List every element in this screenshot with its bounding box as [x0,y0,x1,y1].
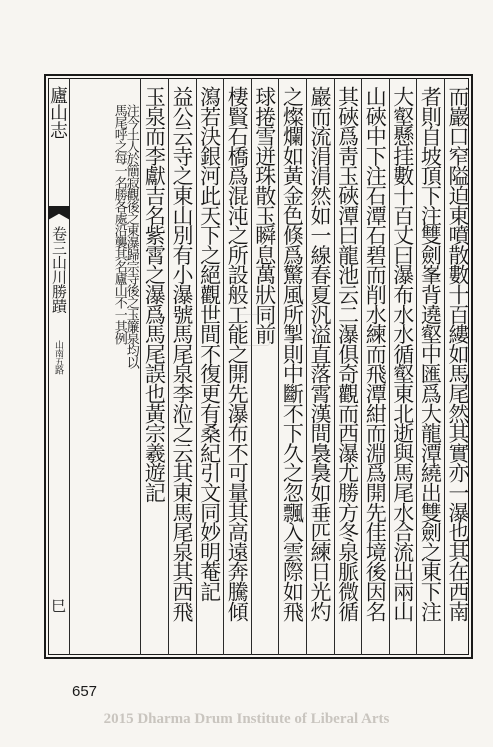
column-rule [196,78,197,655]
text-column: 玉泉而李獻吉名紫霄之瀑爲馬尾誤也黃宗羲遊記 [142,86,167,502]
page-number: 657 [72,683,98,700]
annotation-column: 馬尾呼之每一名勝各處沿襲其名廬山不一其例 [111,104,127,344]
watermark: 2015 Dharma Drum Institute of Liberal Arts [103,711,390,727]
text-column: 巖而流涓涓然如一線春夏汎溢直落霄漢間裊裊如垂匹練日光灼 [308,86,332,621]
text-column: 之燦爛如黃金色倏爲驚風所掣則中斷不下久之忽飄入雲際如飛 [280,86,305,621]
text-column: 益公云寺之東山別有小瀑號馬尾泉李涖之云其東馬尾泉其西飛 [170,86,194,621]
column-rule [251,78,252,655]
column-rule [444,78,445,655]
column-rule [389,78,390,655]
library-seal [238,314,270,346]
text-column: 而巖口窄隘迫東噴散數十百縷如馬尾然其實亦一瀑也其在西南 [446,86,470,621]
book-title: 廬山志 [47,86,68,139]
margin-bottom-char: 巳 [49,598,67,613]
column-rule [140,78,141,655]
text-column: 者則自坡頂下注雙劍峯背遶壑中匯爲大龍潭繞出雙劍之東下注 [418,86,443,621]
column-rule [361,78,362,655]
column-rule [416,78,417,655]
column-rule [278,78,279,655]
text-column: 大壑懸挂數十百丈曰瀑布水水循壑東北逝與馬尾水合流出兩山 [390,86,415,621]
page-margin-column [48,78,70,655]
text-column: 其硤爲靑玉硤潭曰龍池云二瀑俱奇觀而西瀑尤勝方冬泉脈微循 [335,86,360,621]
column-rule [168,78,169,655]
text-column: 球捲雪迸珠散玉瞬息萬狀同前 [252,86,277,344]
column-rule [334,78,335,655]
text-column: 山硤中下注石潭石碧而削水練而飛潭紺而淵爲開先佳境後因名 [363,86,388,621]
text-column: 棲賢石橋爲混沌之所設般工能之開先瀑布不可量其高遠奔騰傾 [225,86,250,621]
section-title: 卷三山川勝蹟 [50,226,68,313]
fishtail-mark [48,206,70,220]
route-label: 山南五路 [53,340,63,374]
annotation-column: 注今土人於簡寂觀後之東瀑歸宗寺後之玉簾泉均以 [123,104,139,368]
column-rule [223,78,224,655]
text-column: 瀉若決銀河此天下之絕觀世間不復更有桑紀引文同妙明菴記 [197,86,222,601]
column-rule [306,78,307,655]
